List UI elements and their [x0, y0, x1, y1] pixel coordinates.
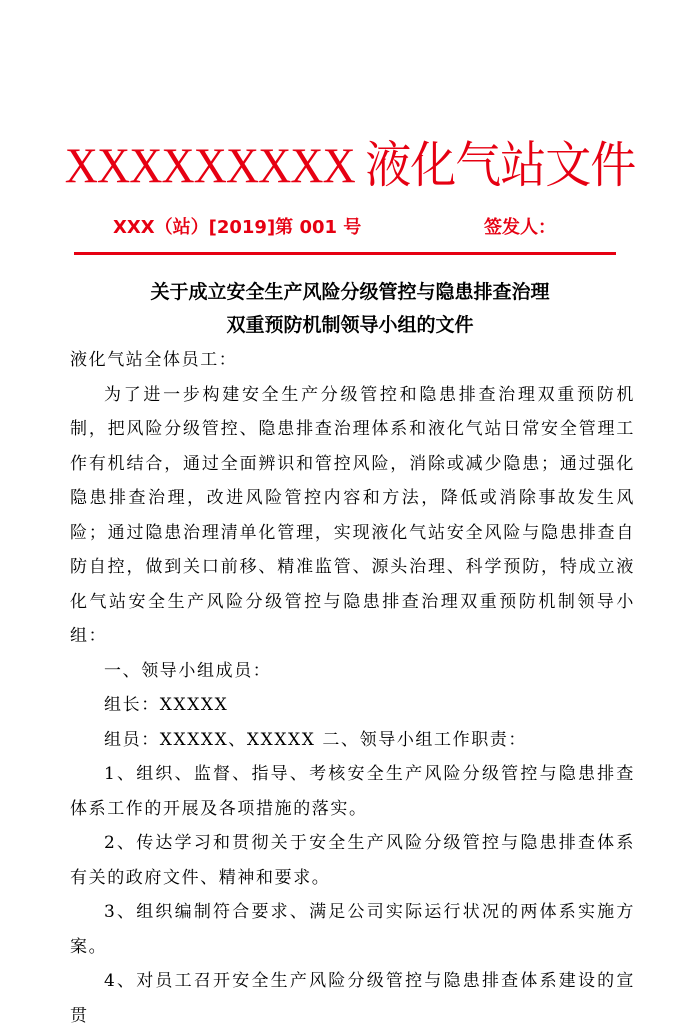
document-number: XXX（站）[2019]第 001 号: [113, 217, 362, 238]
header-divider: [74, 252, 616, 255]
duty-item-3: 3、组织编制符合要求、满足公司实际运行状况的两体系实施方案。: [70, 902, 635, 957]
subject-line-1: 关于成立安全生产风险分级管控与隐患排查治理: [150, 281, 550, 303]
issuer-label: 签发人：: [484, 217, 556, 238]
leader-line: 组长：XXXXX: [104, 695, 229, 715]
duty-item-4: 4、对员工召开安全生产风险分级管控与隐患排查体系建设的宣贯: [70, 971, 635, 1026]
members-line: 组员：XXXXX、XXXXX 二、领导小组工作职责：: [104, 729, 528, 750]
intro-paragraph: 为了进一步构建安全生产分级管控和隐患排查治理双重预防机制，把风险分级管控、隐患排查治理体系和液化气站日常安全管理工作有机结合，通过全面辨识和管控风险，消除或减少隐患；通过强化隐患排查治理，改进风险管控内容和方法，降低或消除事故发生风险；通过隐患治理清单化管理，实现液化气站安全风险与隐患排查自防自控，做到关口前移、精准监管、源头治理、科学预防，特成立液化气站安全生产风险分级管控与隐患排查治理双重预防机制领导小组：: [70, 384, 635, 646]
document-body: [70, 343, 635, 1033]
document-title: XXXXXXXXX 液化气站文件: [64, 137, 636, 193]
duty-item-1: 1、组织、监督、指导、考核安全生产风险分级管控与隐患排查体系工作的开展及各项措施的落实。: [70, 764, 635, 819]
salutation: 液化气站全体员工：: [70, 350, 238, 370]
section-heading: 一、领导小组成员：: [104, 660, 272, 681]
subject-line-2: 双重预防机制领导小组的文件: [226, 314, 474, 336]
duty-item-2: 2、传达学习和贯彻关于安全生产风险分级管控与隐患排查体系有关的政府文件、精神和要求。: [70, 833, 635, 888]
